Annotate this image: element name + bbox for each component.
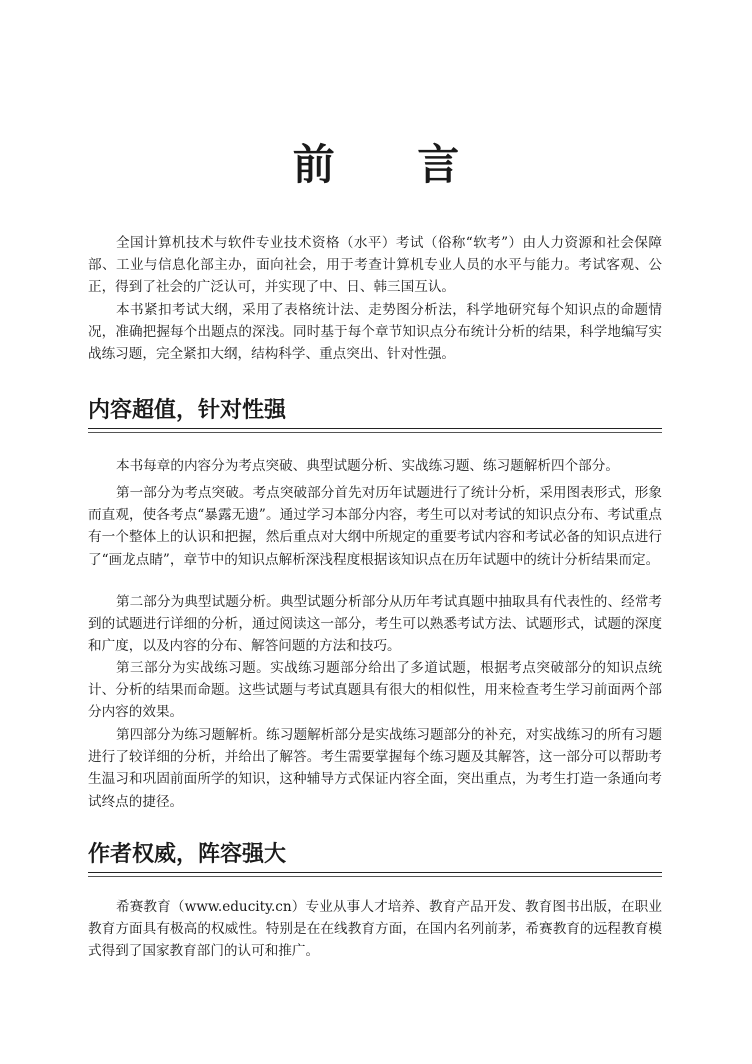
section-rule-authors — [88, 872, 662, 873]
content-paragraph-3: 第二部分为典型试题分析。典型试题分析部分从历年考试真题中抽取具有代表性的、经常考到的试题进行详细的分析，通过阅读这一部分，考生可以熟悉考试方法、试题形式，试题的深度和广度，以及内容的分布、解答问题的方法和技巧。 — [88, 594, 662, 655]
content-paragraph-4: 第三部分为实战练习题。实战练习题部分给出了多道试题，根据考点突破部分的知识点统计、分析的结果而命题。这些试题与考试真题具有很大的相似性，用来检查考生学习前面两个部分内容的效果。 — [88, 660, 662, 721]
intro-paragraph-2: 本书紧扣考试大纲，采用了表格统计法、走势图分析法，科学地研究每个知识点的命题情况，准确把握每个出题点的深浅。同时基于每个章节知识点分布统计分析的结果，科学地编写实战练习题，完全紧扣大纲，结构科学、重点突出、针对性强。 — [88, 302, 662, 363]
section-rule-content — [88, 428, 662, 429]
section-heading-authors: 作者权威，阵容强大 — [88, 842, 287, 867]
section-subrule-content — [88, 432, 662, 433]
section-subrule-authors — [88, 876, 662, 877]
section-heading-content: 内容超值，针对性强 — [88, 398, 287, 423]
content-paragraph-1: 本书每章的内容分为考点突破、典型试题分析、实战练习题、练习题解析四个部分。 — [116, 458, 619, 474]
page-title: 前 言 — [292, 140, 494, 189]
intro-paragraph-1: 全国计算机技术与软件专业技术资格（水平）考试（俗称“软考”）由人力资源和社会保障部、工业与信息化部主办，面向社会，用于考查计算机专业人员的水平与能力。考试客观、公正，得到了社会的广泛认可，并实现了中、日、韩三国互认。 — [88, 235, 662, 296]
content-paragraph-5: 第四部分为练习题解析。练习题解析部分是实战练习题部分的补充，对实战练习的所有习题进行了较详细的分析，并给出了解答。考生需要掌握每个练习题及其解答，这一部分可以帮助考生温习和巩固前面所学的知识，这种辅导方式保证内容全面，突出重点，为考生打造一条通向考试终点的捷径。 — [88, 727, 662, 810]
authors-paragraph-1: 希赛教育（www.educity.cn）专业从事人才培养、教育产品开发、教育图书出版，在职业教育方面具有极高的权威性。特别是在在线教育方面，在国内名列前茅，希赛教育的远程教育模式得到了国家教育部门的认可和推广。 — [88, 899, 662, 960]
content-paragraph-2: 第一部分为考点突破。考点突破部分首先对历年试题进行了统计分析，采用图表形式，形象而直观，使各考点“暴露无遗”。通过学习本部分内容，考生可以对考试的知识点分布、考试重点有一个整体上的认识和把握，然后重点对大纲中所规定的重要考试内容和考试必备的知识点进行了“画龙点睛”，章节中的知识点解析深浅程度根据该知识点在历年试题中的统计分析结果而定。 — [88, 485, 662, 568]
